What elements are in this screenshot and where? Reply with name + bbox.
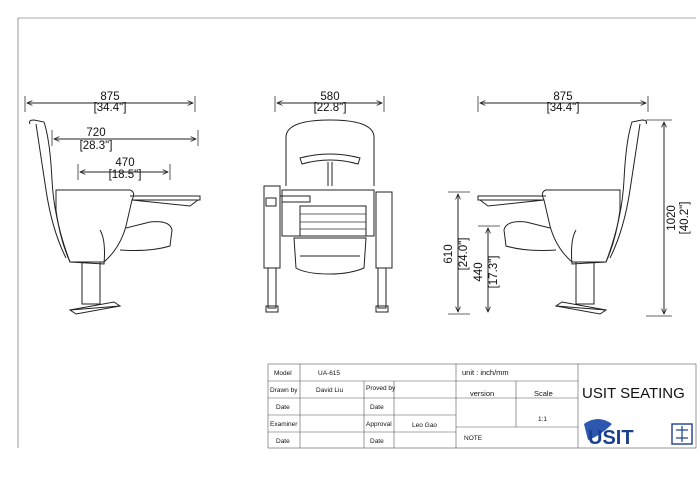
dim-total-height-inch: [40.2"] [679,201,691,235]
tb-date-label-2: Date [370,404,384,411]
dim-armrest-height-inch: [24.0"] [458,237,470,271]
dim-side-right-overall-inch: [34.4"] [546,102,580,114]
usit-logo [584,419,692,449]
tb-date-label-4: Date [370,438,384,445]
company-name: USIT SEATING [582,385,685,402]
dim-front-width-inch: [22.8"] [313,102,347,114]
dim-side-left-tablet-inch: [28.3"] [79,140,113,152]
tb-approval-label: Approval [366,421,392,428]
tb-drawn-by-value: David Liu [316,387,344,394]
tb-model-value: UA-615 [318,370,341,377]
tb-date-label-3: Date [276,438,290,445]
dim-side-left-seat-mm: 470 [115,157,135,169]
dim-side-left-seat-inch: [18.5"] [108,169,142,181]
dim-side-left-tablet-mm: 720 [86,127,106,139]
dim-total-height-mm: 1020 [666,205,678,231]
tb-approval-value: Leo Gao [412,422,437,429]
front-view [264,91,392,312]
tb-scale-label: Scale [534,389,553,398]
logo-text: USIT [588,427,634,449]
title-block [268,364,696,449]
tb-date-label-1: Date [276,404,290,411]
tb-proved-by-label: Proved by [366,385,396,392]
side-view-right [443,91,691,316]
tb-note-label: NOTE [464,435,483,442]
side-view-left [25,91,200,314]
dim-seat-height-mm: 440 [473,262,485,282]
dim-side-left-overall-inch: [34.4"] [93,102,127,114]
dim-armrest-height-mm: 610 [443,244,455,264]
tb-version-label: version [470,389,495,398]
dim-front-width-mm: 580 [320,91,340,103]
tb-examiner-label: Examiner [270,421,298,428]
tb-scale-value: 1:1 [538,416,548,423]
dim-seat-height-inch: [17.3"] [488,255,500,289]
tb-drawn-by-label: Drawn by [270,387,298,394]
tb-model-label: Model [274,370,292,377]
dim-side-right-overall-mm: 875 [553,91,573,103]
tb-unit: unit : inch/mm [462,368,509,377]
dim-side-left-overall-mm: 875 [100,91,120,103]
